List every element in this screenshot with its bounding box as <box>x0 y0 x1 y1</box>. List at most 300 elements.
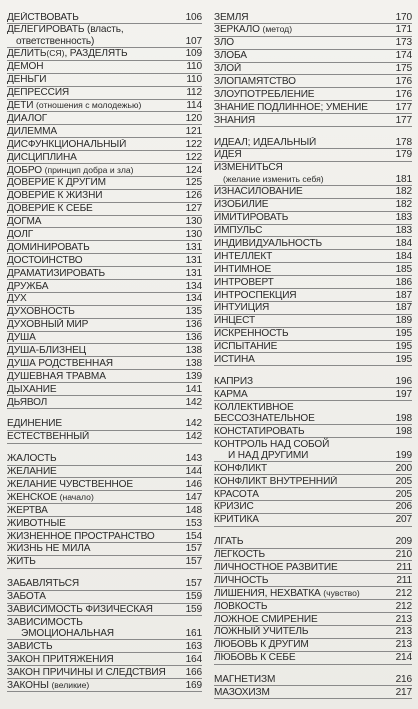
index-entry <box>214 50 412 63</box>
index-term: КРАСОТА <box>214 488 259 500</box>
page-number: 134 <box>185 293 202 305</box>
page-number: 138 <box>185 344 202 356</box>
index-term: ИСПЫТАНИЕ <box>214 341 278 353</box>
index-term: ДОВЕРИЕ К ДРУГИМ <box>7 177 106 189</box>
page-number: 122 <box>185 151 202 163</box>
index-entry <box>214 514 412 527</box>
index-entry <box>214 353 412 366</box>
index-entry <box>214 613 412 626</box>
section-gap <box>214 665 412 674</box>
index-entry <box>7 478 202 491</box>
index-entry <box>214 149 412 162</box>
page-number: 181 <box>395 173 412 185</box>
index-term: ЗАВИСИМОСТЬ <box>7 616 83 628</box>
index-term: ЗЕМЛЯ <box>214 11 249 23</box>
index-entry <box>214 561 412 574</box>
index-term: ЖАЛОСТЬ <box>7 453 57 465</box>
index-column-right <box>214 11 412 699</box>
index-entry <box>214 686 412 699</box>
page-number: 177 <box>395 114 412 126</box>
index-term: ДОБРО (принцип добра и зла) <box>7 164 134 176</box>
page-number: 130 <box>185 216 202 228</box>
index-entry <box>7 504 202 517</box>
index-entry <box>7 306 202 319</box>
page-number: 139 <box>185 370 202 382</box>
index-term: ЖИЗНЬ НЕ МИЛА <box>7 543 91 555</box>
index-term: ИСКРЕННОСТЬ <box>214 328 289 340</box>
index-term: ДУХ <box>7 293 27 305</box>
index-entry <box>214 600 412 613</box>
index-entry <box>214 212 412 225</box>
index-term: КОНТРОЛЬ НАД СОБОЙ <box>214 438 330 450</box>
index-entry <box>7 24 202 48</box>
index-term: ЛИЧНОСТНОЕ РАЗВИТИЕ <box>214 561 338 573</box>
index-term: ЖИВОТНЫЕ <box>7 517 66 529</box>
index-term: ДУШЕВНАЯ ТРАВМА <box>7 370 106 382</box>
index-term: КОНФЛИКТ ВНУТРЕННИЙ <box>214 475 338 487</box>
index-term-continuation: (желание изменить себя) <box>223 173 324 184</box>
index-term: ДУША-БЛИЗНЕЦ <box>7 344 86 356</box>
index-column-left <box>7 11 202 692</box>
page-number: 169 <box>185 679 202 691</box>
index-term-continuation: ответственность) <box>16 35 95 47</box>
page-number: 184 <box>395 237 412 249</box>
index-term: ДОГМА <box>7 216 42 228</box>
page-number: 186 <box>395 276 412 288</box>
index-entry <box>214 652 412 665</box>
index-term: ИМПУЛЬС <box>214 225 263 237</box>
page-number: 179 <box>395 149 412 161</box>
index-entry <box>7 418 202 431</box>
index-term-continuation: И НАД ДРУГИМИ <box>228 449 309 461</box>
index-term: КОЛЛЕКТИВНОЕ <box>214 401 294 413</box>
page-number: 146 <box>185 478 202 490</box>
index-entry <box>7 383 202 396</box>
index-entry <box>214 574 412 587</box>
index-term: ЗЛО <box>214 37 235 49</box>
index-term: ДУХОВНЫЙ МИР <box>7 319 89 331</box>
page-number: 177 <box>395 101 412 113</box>
page-number: 184 <box>395 250 412 262</box>
page-number: 159 <box>185 591 202 603</box>
index-term: ДЕЛЕГИРОВАТЬ (власть, <box>7 24 124 36</box>
index-entry <box>214 475 412 488</box>
page-number: 142 <box>185 396 202 408</box>
index-term: ИСТИНА <box>214 353 255 365</box>
index-term: ЗАВИСТЬ <box>7 640 53 652</box>
page-number: 161 <box>185 628 202 640</box>
index-term: ИНТРОСПЕКЦИЯ <box>214 289 297 301</box>
page-number: 171 <box>395 24 412 36</box>
page-number: 153 <box>185 517 202 529</box>
index-entry <box>7 61 202 74</box>
index-term: КРИЗИС <box>214 501 254 513</box>
index-entry <box>7 344 202 357</box>
page-number: 110 <box>186 61 202 73</box>
index-entry <box>7 453 202 466</box>
index-entry <box>7 370 202 383</box>
index-entry <box>214 302 412 315</box>
index-term: ИНТЕЛЛЕКТ <box>214 250 273 262</box>
section-gap <box>214 527 412 536</box>
index-term-continuation: БЕССОЗНАТЕЛЬНОЕ <box>214 412 315 424</box>
index-entry <box>7 332 202 345</box>
index-entry <box>7 267 202 280</box>
index-entry <box>7 653 202 666</box>
page-number: 135 <box>185 306 202 318</box>
page-number: 196 <box>395 375 412 387</box>
page-number: 144 <box>185 466 202 478</box>
page-number: 127 <box>185 203 202 215</box>
index-term: ЗНАНИЯ <box>214 114 256 126</box>
index-entry <box>7 48 202 61</box>
section-gap <box>7 569 202 578</box>
index-term: ЗАКОН ПРИЧИНЫ И СЛЕДСТВИЯ <box>7 666 166 678</box>
index-entry <box>214 88 412 101</box>
index-entry <box>214 549 412 562</box>
index-term: ДИСЦИПЛИНА <box>7 151 77 163</box>
index-term: ЖЕЛАНИЕ ЧУВСТВЕННОЕ <box>7 478 133 490</box>
page-number: 206 <box>395 501 412 513</box>
index-entry <box>7 280 202 293</box>
index-entry <box>214 388 412 401</box>
index-entry <box>7 216 202 229</box>
index-entry <box>214 101 412 114</box>
index-entry <box>7 11 202 24</box>
index-entry <box>7 164 202 177</box>
page-number: 211 <box>396 561 412 573</box>
page-number: 199 <box>395 449 412 461</box>
page-number: 107 <box>185 35 202 47</box>
index-entry <box>214 250 412 263</box>
page-number: 157 <box>185 556 202 568</box>
page-number: 114 <box>186 100 202 112</box>
index-entry <box>7 556 202 569</box>
index-entry <box>214 276 412 289</box>
page-number: 205 <box>395 488 412 500</box>
index-entry <box>214 462 412 475</box>
index-entry <box>7 112 202 125</box>
page-number: 154 <box>185 530 202 542</box>
index-term: ДУША <box>7 332 36 344</box>
page-number: 157 <box>185 543 202 555</box>
index-term: ЛИЧНОСТЬ <box>214 574 269 586</box>
index-entry <box>214 315 412 328</box>
page-number: 138 <box>185 357 202 369</box>
index-entry <box>214 438 412 462</box>
page-number: 211 <box>396 574 412 586</box>
page-number: 124 <box>185 164 202 176</box>
index-entry <box>214 75 412 88</box>
index-entry <box>214 37 412 50</box>
index-entry <box>7 151 202 164</box>
index-entry <box>7 319 202 332</box>
index-term: ЗАБОТА <box>7 591 46 603</box>
index-term: ДУША РОДСТВЕННАЯ <box>7 357 113 369</box>
page-number: 175 <box>395 63 412 75</box>
index-entry <box>214 237 412 250</box>
index-entry <box>214 626 412 639</box>
index-entry <box>7 517 202 530</box>
index-entry <box>7 604 202 617</box>
index-term: ИДЕАЛ; ИДЕАЛЬНЫЙ <box>214 136 317 148</box>
page-number: 178 <box>395 136 412 148</box>
page-number: 136 <box>185 319 202 331</box>
index-term: ДУХОВНОСТЬ <box>7 306 75 318</box>
page-number: 157 <box>185 578 202 590</box>
index-term: ДЫХАНИЕ <box>7 383 57 395</box>
index-entry <box>7 100 202 113</box>
page-number: 143 <box>185 453 202 465</box>
index-term: КАПРИЗ <box>214 375 253 387</box>
page-number: 174 <box>395 50 412 62</box>
page-number: 189 <box>395 315 412 327</box>
index-term: ИНТРОВЕРТ <box>214 276 274 288</box>
index-term: ИНЦЕСТ <box>214 315 255 327</box>
index-entry <box>7 530 202 543</box>
index-term: ЗЛОЙ <box>214 63 242 75</box>
index-term: КРИТИКА <box>214 514 259 526</box>
page-number: 131 <box>185 267 202 279</box>
index-entry <box>214 136 412 149</box>
index-term: ЛОЖНЫЙ УЧИТЕЛЬ <box>214 626 309 638</box>
page-number: 214 <box>395 652 412 664</box>
index-entry <box>214 375 412 388</box>
index-entry <box>7 74 202 87</box>
page-number: 195 <box>395 328 412 340</box>
page-number: 120 <box>185 112 202 124</box>
index-term: ДЕЛИТЬ(СЯ), РАЗДЕЛЯТЬ <box>7 48 128 60</box>
index-term: ЛГАТЬ <box>214 536 244 548</box>
section-gap <box>214 366 412 375</box>
page-number: 163 <box>185 640 202 652</box>
index-term: ИДЕЯ <box>214 149 242 161</box>
page-number: 198 <box>395 412 412 424</box>
page-number: 106 <box>185 11 202 23</box>
page-number: 182 <box>395 199 412 211</box>
index-entry <box>214 11 412 24</box>
index-entry <box>214 328 412 341</box>
page-number: 183 <box>395 212 412 224</box>
index-entry <box>214 401 412 425</box>
index-term: ЗЕРКАЛО (метод) <box>214 24 293 36</box>
index-entry <box>214 225 412 238</box>
page-number: 213 <box>395 613 412 625</box>
index-term: КОНСТАТИРОВАТЬ <box>214 425 305 437</box>
index-entry <box>7 679 202 692</box>
page-number: 212 <box>395 587 412 599</box>
index-term: МАГНЕТИЗМ <box>214 674 276 686</box>
index-term: ЗНАНИЕ ПОДЛИННОЕ; УМЕНИЕ <box>214 101 368 113</box>
index-term: ИЗОБИЛИЕ <box>214 199 269 211</box>
page-number: 164 <box>185 653 202 665</box>
page-number: 195 <box>395 341 412 353</box>
index-entry <box>214 162 412 186</box>
index-term: ЛОЖНОЕ СМИРЕНИЕ <box>214 613 318 625</box>
page-number: 173 <box>395 37 412 49</box>
page-number: 131 <box>185 241 202 253</box>
page-number: 200 <box>395 462 412 474</box>
index-term: ЛОВКОСТЬ <box>214 600 268 612</box>
page-number: 209 <box>395 536 412 548</box>
index-term: КАРМА <box>214 388 248 400</box>
page-number: 131 <box>185 254 202 266</box>
index-term: ДИЛЕММА <box>7 125 57 137</box>
index-entry <box>7 431 202 444</box>
index-entry <box>214 639 412 652</box>
index-entry <box>214 186 412 199</box>
index-term: ДЬЯВОЛ <box>7 396 48 408</box>
page-number: 185 <box>395 263 412 275</box>
index-entry <box>214 587 412 600</box>
index-entry <box>214 263 412 276</box>
index-term: ДОВЕРИЕ К СЕБЕ <box>7 203 93 215</box>
index-term: ДЕЙСТВОВАТЬ <box>7 11 79 23</box>
index-entry <box>7 578 202 591</box>
page-number: 136 <box>185 332 202 344</box>
index-term: ИНДИВИДУАЛЬНОСТЬ <box>214 237 322 249</box>
index-term: ЗАВИСИМОСТЬ ФИЗИЧЕСКАЯ <box>7 604 153 615</box>
index-entry <box>7 203 202 216</box>
index-entry <box>214 425 412 438</box>
page-number: 176 <box>395 88 412 100</box>
index-entry <box>7 190 202 203</box>
page-number: 148 <box>185 504 202 516</box>
section-gap <box>7 444 202 453</box>
page-number: 109 <box>185 48 202 60</box>
page-number: 126 <box>185 190 202 202</box>
index-entry <box>214 24 412 37</box>
index-entry <box>7 177 202 190</box>
index-entry <box>7 241 202 254</box>
index-term: ИМИТИРОВАТЬ <box>214 212 289 224</box>
index-entry <box>7 396 202 409</box>
index-entry <box>7 640 202 653</box>
page-number: 141 <box>185 383 202 395</box>
page-number: 182 <box>395 186 412 198</box>
page-number: 213 <box>395 639 412 651</box>
page-number: 159 <box>185 604 202 615</box>
index-entry <box>214 199 412 212</box>
index-term-continuation: ЭМОЦИОНАЛЬНАЯ <box>21 628 114 640</box>
index-term: ДОСТОИНСТВО <box>7 254 83 266</box>
index-entry <box>214 289 412 302</box>
section-gap <box>214 127 412 136</box>
page-number: 176 <box>395 75 412 87</box>
index-term: ЗАКОН ПРИТЯЖЕНИЯ <box>7 653 114 665</box>
page-number: 134 <box>185 280 202 292</box>
index-term: ДЕПРЕССИЯ <box>7 87 70 99</box>
index-term: ДЕНЬГИ <box>7 74 47 86</box>
index-entry <box>7 616 202 640</box>
page-number: 217 <box>395 686 412 698</box>
index-term: ЕСТЕСТВЕННЫЙ <box>7 431 90 443</box>
page-number: 216 <box>395 674 412 686</box>
page-number: 147 <box>185 491 202 503</box>
index-term: ИНТУИЦИЯ <box>214 302 270 314</box>
index-entry <box>7 491 202 504</box>
page-number: 210 <box>395 549 412 561</box>
index-entry <box>214 63 412 76</box>
index-term: ЛЮБОВЬ К ДРУГИМ <box>214 639 309 651</box>
index-term: ЖЕНСКОЕ (начало) <box>7 491 94 503</box>
index-term: ЗЛОБА <box>214 50 247 62</box>
page-number: 187 <box>395 289 412 301</box>
index-term: ЗАКОНЫ (великие) <box>7 679 90 691</box>
page-number: 197 <box>395 388 412 400</box>
index-term: МАЗОХИЗМ <box>214 686 270 698</box>
index-entry <box>7 543 202 556</box>
index-term: ЗЛОУПОТРЕБЛЕНИЕ <box>214 88 315 100</box>
page-number: 207 <box>395 514 412 526</box>
index-term: ЗАБАВЛЯТЬСЯ <box>7 578 79 590</box>
page-number: 187 <box>395 302 412 314</box>
page-number: 212 <box>395 600 412 612</box>
page-number: 112 <box>186 87 202 99</box>
index-entry <box>214 488 412 501</box>
page-number: 195 <box>395 353 412 365</box>
index-entry <box>7 466 202 479</box>
page-number: 205 <box>395 475 412 487</box>
index-term: ЗЛОПАМЯТСТВО <box>214 75 296 87</box>
index-entry <box>7 87 202 100</box>
page-number: 170 <box>395 11 412 23</box>
index-term: ЖЕРТВА <box>7 504 48 516</box>
index-term: ИЗМЕНИТЬСЯ <box>214 162 283 174</box>
index-entry <box>214 674 412 687</box>
page-number: 166 <box>185 666 202 678</box>
page-number: 198 <box>395 425 412 437</box>
index-term: ДОЛГ <box>7 228 34 240</box>
index-term: ЛЮБОВЬ К СЕБЕ <box>214 652 296 664</box>
index-term: ДЕТИ (отношения с молодежью) <box>7 100 142 112</box>
index-term: КОНФЛИКТ <box>214 462 267 474</box>
page-number: 110 <box>186 74 202 86</box>
section-gap <box>7 409 202 418</box>
index-entry <box>214 114 412 127</box>
index-term: ДОВЕРИЕ К ЖИЗНИ <box>7 190 103 202</box>
index-term: ЛИШЕНИЯ, НЕХВАТКА (чувство) <box>214 587 360 599</box>
index-entry <box>214 341 412 354</box>
index-entry <box>7 293 202 306</box>
index-entry <box>7 254 202 267</box>
index-term: ЖЕЛАНИЕ <box>7 466 57 478</box>
index-entry <box>7 666 202 679</box>
index-term: ДРАМАТИЗИРОВАТЬ <box>7 267 105 279</box>
index-entry <box>7 125 202 138</box>
page-number: 142 <box>185 418 202 430</box>
index-entry <box>214 501 412 514</box>
index-term: ДИАЛОГ <box>7 112 48 124</box>
page-number: 125 <box>185 177 202 189</box>
page-number: 130 <box>185 228 202 240</box>
index-term: ДИСФУНКЦИОНАЛЬНЫЙ <box>7 138 127 150</box>
index-entry <box>7 357 202 370</box>
index-term: ЖИТЬ <box>7 556 36 568</box>
index-term: ДОМИНИРОВАТЬ <box>7 241 90 253</box>
page-number: 183 <box>395 225 412 237</box>
index-entry <box>7 591 202 604</box>
index-term: ДРУЖБА <box>7 280 49 292</box>
index-term: ИНТИМНОЕ <box>214 263 272 275</box>
page-number: 213 <box>395 626 412 638</box>
page-number: 122 <box>185 138 202 150</box>
index-term: ЖИЗНЕННОЕ ПРОСТРАНСТВО <box>7 530 155 542</box>
page-number: 121 <box>185 125 202 137</box>
index-entry <box>7 138 202 151</box>
index-term: ДЕМОН <box>7 61 44 73</box>
index-term: ЛЕГКОСТЬ <box>214 549 265 561</box>
